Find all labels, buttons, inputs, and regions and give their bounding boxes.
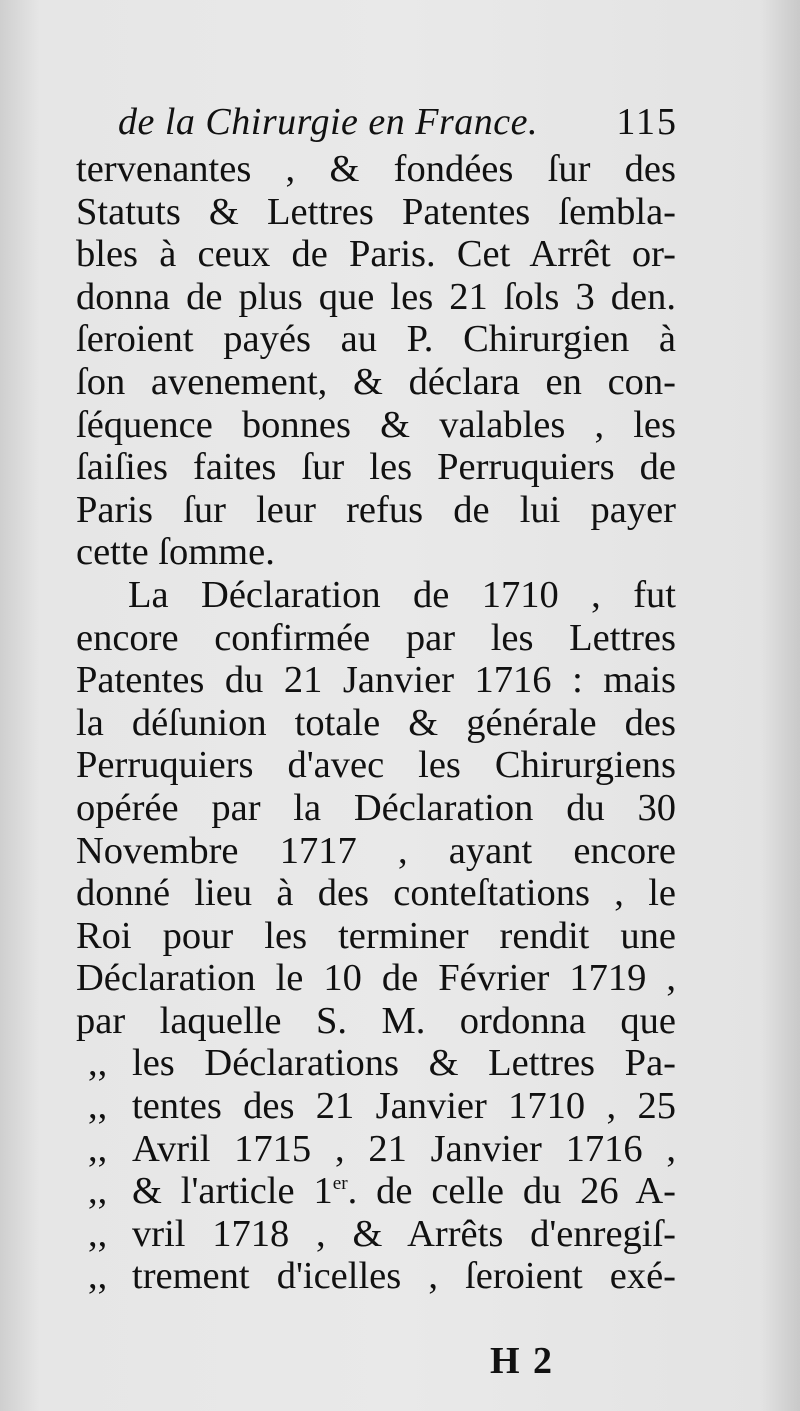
text-line: tervenantes , & fondées ſur des — [76, 148, 676, 190]
quoted-line — [76, 1213, 676, 1256]
quoted-line — [76, 1042, 676, 1085]
quoted-text: vril 1718 , & Arrêts d'enregiſ- — [132, 1212, 676, 1255]
quoted-line — [76, 1255, 676, 1298]
quote-mark: ,, — [88, 1127, 108, 1170]
text-line: Patentes du 21 Janvier 1716 : mais — [76, 659, 676, 702]
page-header — [118, 96, 678, 148]
quoted-text: les Déclarations & Lettres Pa- — [132, 1042, 676, 1085]
quote-mark: ,, — [88, 1255, 108, 1298]
quoted-text: tentes des 21 Janvier 1710 , 25 — [132, 1085, 676, 1128]
text-line: Paris ſur leur refus de lui payer — [76, 488, 676, 531]
signature-mark: H 2 — [490, 1340, 555, 1382]
quote-mark: ,, — [88, 1170, 108, 1213]
text-line: la déſunion totale & générale des — [76, 701, 676, 744]
paragraph-start-line: La Déclaration de 1710 , fut — [128, 573, 676, 616]
quoted-line — [76, 1085, 676, 1128]
text-line: opérée par la Déclaration du 30 — [76, 786, 676, 829]
text-line: ſeroient payés au P. Chirurgien à — [76, 318, 676, 361]
text-line: Novembre 1717 , ayant encore — [76, 829, 676, 872]
quoted-text: & l'article 1 — [132, 1170, 333, 1213]
text-line: ſéquence bonnes & valables , les — [76, 403, 676, 446]
page-number: 115 — [616, 101, 678, 143]
text-line: ſon avenement, & déclara en con- — [76, 360, 676, 403]
quoted-line — [76, 1128, 676, 1171]
text-line: par laquelle S. M. ordonna que — [76, 999, 676, 1042]
superscript-er: er — [332, 1173, 348, 1195]
quote-mark: ,, — [88, 1085, 108, 1128]
quoted-text-tail: . de celle du 26 A- — [347, 1170, 677, 1213]
quote-mark: ,, — [88, 1212, 108, 1255]
text-line: encore confirmée par les Lettres — [76, 616, 676, 659]
quoted-text: trement d'icelles , ſeroient exé- — [132, 1255, 676, 1298]
running-title: de la Chirurgie en France. — [118, 101, 539, 143]
text-line: cette ſomme. — [76, 531, 275, 574]
text-line: Statuts & Lettres Patentes ſembla- — [76, 190, 676, 233]
text-line: Perruquiers d'avec les Chirurgiens — [76, 744, 676, 787]
quoted-line — [76, 1170, 676, 1213]
text-line: donné lieu à des conteſtations , le — [76, 872, 676, 915]
quote-mark: ,, — [88, 1042, 108, 1085]
body-text — [76, 148, 676, 1298]
text-line: Roi pour les terminer rendit une — [76, 914, 676, 957]
text-line: Déclaration le 10 de Février 1719 , — [76, 957, 676, 1000]
text-line: bles à ceux de Paris. Cet Arrêt or- — [76, 233, 676, 276]
text-line: ſaiſies faites ſur les Perruquiers de — [76, 446, 676, 489]
text-line: donna de plus que les 21 ſols 3 den. — [76, 275, 676, 318]
quoted-text: Avril 1715 , 21 Janvier 1716 , — [132, 1127, 676, 1170]
